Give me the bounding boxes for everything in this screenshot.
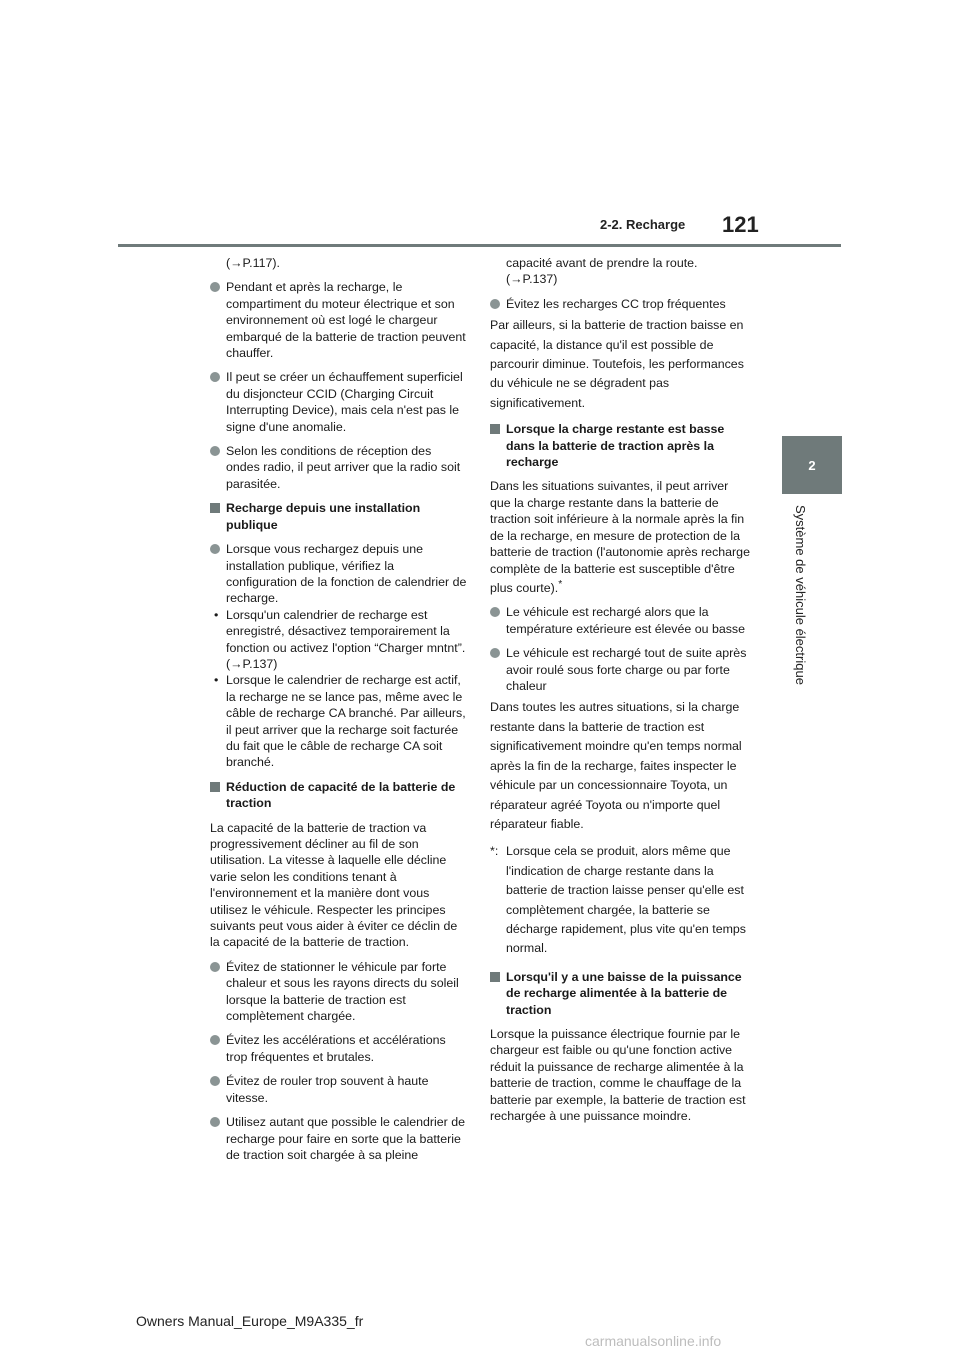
bullet-item: Selon les conditions de réception des ondes radio, il peut arriver que la radio soit parasitée. [210, 443, 468, 492]
bullet-icon [210, 962, 220, 972]
footnote: *: Lorsque cela se produit, alors même que l'indication de charge restante dans la batterie de traction laisse penser qu'elle est complètement chargée, la batterie se décharge rapidement, plus vite qu'en temps normal. [490, 844, 746, 956]
bullet-item: Évitez les accélérations et accélérations trop fréquentes et brutales. [210, 1032, 468, 1065]
left-column [210, 255, 468, 1171]
dot-marker-icon: • [214, 673, 219, 688]
watermark: carmanualsonline.info [585, 1333, 722, 1349]
bullet-icon [210, 1076, 220, 1086]
paragraph: La capacité de la batterie de traction va progressivement décliner au fil de son utilisation. La vitesse à laquelle elle décline varie selon les conditions tenant à l'environnement et la manière dont vous utilisez le véhicule. Respecter les principes suivants peut vous aider à éviter ce déclin de la capacité de la batterie de traction. [210, 820, 458, 950]
sub-bullet-item: • Lorsqu'un calendrier de recharge est enregistré, désactivez temporairement la fonction ou activez l'option “Charger mntnt”. (→P.137) [214, 607, 466, 671]
bullet-icon [210, 446, 220, 456]
chapter-tab [782, 436, 842, 494]
chapter-title: Système de véhicule électrique [793, 505, 808, 685]
page-number: 121 [722, 212, 759, 237]
bullet-icon [210, 282, 220, 292]
bullet-item: Pendant et après la recharge, le compartiment du moteur électrique et son environnement où est logé le chargeur embarqué de la batterie de traction peuvent chauffer. [210, 279, 468, 361]
continued-text: capacité avant de prendre la route. (→P.137) [506, 256, 698, 287]
bullet-item: Le véhicule est rechargé tout de suite après avoir roulé sous forte charge ou par forte chaleur [490, 645, 752, 694]
sub-bullet-item: • Lorsque le calendrier de recharge est actif, la recharge ne se lance pas, même avec le câble de recharge CA branché. Par ailleurs, il peut arriver que la recharge soit facturée du fait que le câble de recharge CA soit branché. [214, 673, 466, 770]
bullet-item: Évitez de stationner le véhicule par forte chaleur et sous les rayons directs du soleil lorsque la batterie de traction est complètement chargée. [210, 959, 468, 1025]
page-reference: (→P.117). [226, 256, 280, 270]
paragraph: Dans toutes les autres situations, si la charge restante dans la batterie de traction est significativement moindre qu'en temps normal après la fin de la recharge, faites inspecter le véhicule par un concessionnaire Toyota, un réparateur agréé Toyota ou n'importe quel réparateur fiable. [490, 700, 742, 831]
bullet-icon [210, 1035, 220, 1045]
dot-marker-icon: • [214, 607, 219, 622]
section-heading: Recharge depuis une installation publique [210, 500, 468, 533]
bullet-item: Évitez de rouler trop souvent à haute vitesse. [210, 1073, 468, 1106]
footnote-label: *: [490, 844, 499, 859]
document-name: Owners Manual_Europe_M9A335_fr [136, 1313, 364, 1329]
bullet-icon [490, 648, 500, 658]
section-heading: Réduction de capacité de la batterie de traction [210, 779, 468, 812]
square-bullet-icon [210, 782, 220, 792]
section-title: 2-2. Recharge [600, 217, 686, 232]
bullet-item: Évitez les recharges CC trop fréquentes [490, 296, 752, 312]
bullet-icon [210, 1117, 220, 1127]
bullet-item: Utilisez autant que possible le calendrier de recharge pour faire en sorte que la batterie de traction soit chargée à sa pleine [210, 1114, 468, 1163]
bullet-item: Le véhicule est rechargé alors que la température extérieure est élevée ou basse [490, 604, 752, 637]
right-column [490, 255, 752, 1132]
square-bullet-icon [490, 424, 500, 434]
paragraph: Dans les situations suivantes, il peut arriver que la charge restante dans la batterie de traction soit inférieure à la normale après la fin de la recharge, en mesure de protection de la batterie de traction (l'autonomie après recharge complète de la batterie est susceptible d'être plus courte).* [490, 479, 750, 596]
square-bullet-icon [490, 972, 500, 982]
paragraph: Lorsque la puissance électrique fournie par le chargeur est faible ou qu'une fonction active réduit la puissance de recharge alimentée à la batterie de traction, comme le chauffage de la batterie par exemple, la batterie de traction est rechargée à une puissance moindre. [490, 1026, 746, 1123]
bullet-icon [210, 372, 220, 382]
footnote-marker: * [558, 578, 563, 590]
paragraph: Par ailleurs, si la batterie de traction baisse en capacité, la distance qu'il est possible de parcourir diminue. Toutefois, les performances du véhicule ne se dégradent pas significativement. [490, 318, 744, 410]
bullet-item: Lorsque vous rechargez depuis une installation publique, vérifiez la configuration de la fonction de calendrier de recharge. [210, 541, 468, 607]
bullet-icon [490, 299, 500, 309]
section-heading: Lorsqu'il y a une baisse de la puissance de recharge alimentée à la batterie de traction [490, 969, 752, 1018]
bullet-item: Il peut se créer un échauffement superficiel du disjoncteur CCID (Charging Circuit Interrupting Device), mais cela n'est pas le signe d'une anomalie. [210, 369, 468, 435]
chapter-number: 2 [808, 457, 816, 473]
bullet-icon [490, 607, 500, 617]
section-heading: Lorsque la charge restante est basse dans la batterie de traction après la recharge [490, 421, 752, 470]
square-bullet-icon [210, 503, 220, 513]
bullet-icon [210, 544, 220, 554]
header-divider [118, 244, 841, 247]
